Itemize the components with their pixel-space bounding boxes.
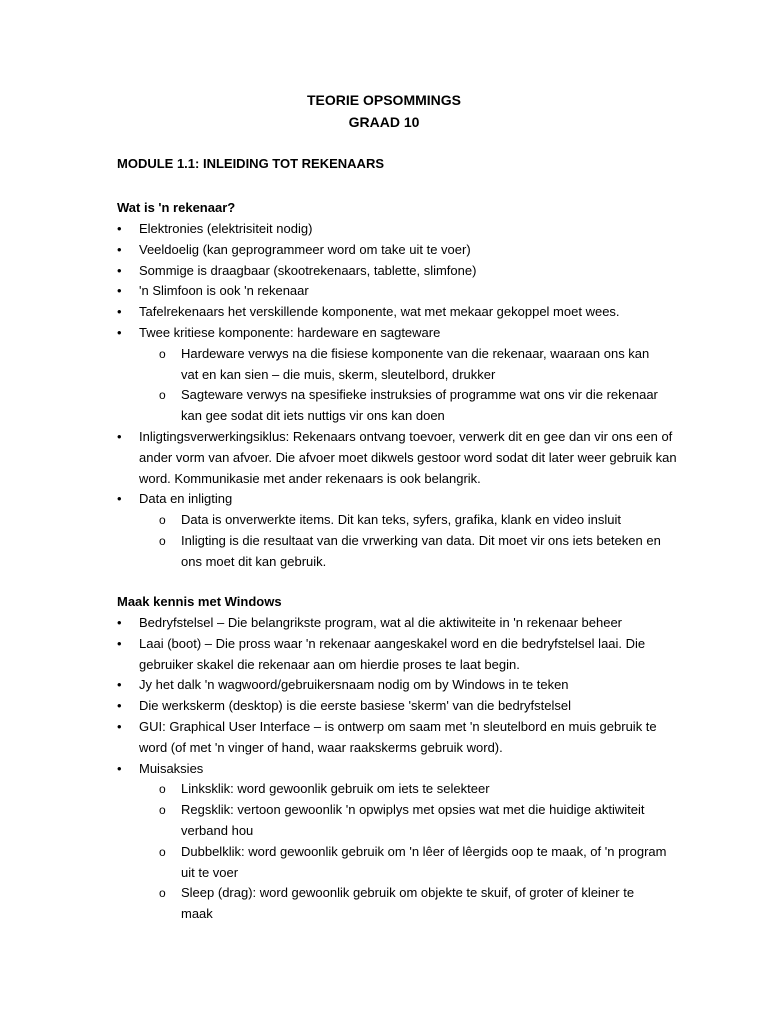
circle-bullet-icon: o <box>159 346 166 361</box>
sub-list-item <box>117 842 677 884</box>
sub-list-item <box>117 779 677 800</box>
list-item <box>117 717 677 759</box>
list-item-text: Veeldoelig (kan geprogrammeer word om take uit te voer) <box>139 241 471 257</box>
section-wat-is-n-rekenaar <box>117 198 677 573</box>
sub-list-item <box>117 385 677 427</box>
sub-list-item-text: Linksklik: word gewoonlik gebruik om iets te selekteer <box>181 781 490 797</box>
bullet-icon: • <box>117 241 122 257</box>
list-item <box>117 489 677 510</box>
bullet-icon: • <box>117 262 122 278</box>
list-item <box>117 759 677 780</box>
list-item-text: Bedryfstelsel – Die belangrikste program, wat al die aktiwiteite in 'n rekenaar beheer <box>139 615 623 630</box>
list-item <box>117 613 677 634</box>
circle-bullet-icon: o <box>159 844 166 859</box>
bullet-icon: • <box>117 428 122 444</box>
bullet-icon: • <box>117 221 122 236</box>
bullet-icon: • <box>117 324 122 340</box>
list-item <box>117 323 677 344</box>
bullet-icon: • <box>117 283 122 299</box>
list-item <box>117 240 677 261</box>
list-item-text: GUI: Graphical User Interface – is ontwerp om saam met 'n sleutelbord en muis gebruik te word (of met 'n vinger of hand, waar raakskerms gebruik word). <box>139 718 657 755</box>
list-item <box>117 634 677 676</box>
list-item <box>117 302 677 323</box>
sub-bullet-list <box>117 510 677 572</box>
bullet-icon: • <box>117 698 122 714</box>
document-subtitle: GRAAD 10 <box>348 114 420 130</box>
list-item <box>117 219 677 240</box>
list-item <box>117 261 677 282</box>
bullet-icon: • <box>117 760 122 776</box>
sub-list-item <box>117 800 677 842</box>
sub-list-item-text: Regsklik: vertoon gewoonlik 'n opwiplys met opsies wat met die huidige aktiwiteit verband hou <box>181 802 645 838</box>
section-heading: Maak kennis met Windows <box>117 594 282 609</box>
list-item <box>117 281 677 302</box>
bullet-icon: • <box>117 635 122 651</box>
sub-list-item <box>117 883 677 925</box>
list-item <box>117 427 677 489</box>
bullet-list <box>117 427 677 510</box>
section-heading: Wat is 'n rekenaar? <box>117 200 236 215</box>
sub-list-item <box>117 344 677 386</box>
sub-list-item-text: Hardeware verwys na die fisiese komponente van die rekenaar, waaraan ons kan vat en kan sien – die muis, skerm, sleutelbord, drukker <box>181 345 650 382</box>
list-item-text: Die werkskerm (desktop) is die eerste basiese 'skerm' van die bedryfstelsel <box>139 698 571 714</box>
list-item-text: Twee kritiese komponente: hardeware en sagteware <box>139 324 441 340</box>
sub-list-item <box>117 510 677 531</box>
sub-list-item-text: Dubbelklik: word gewoonlik gebruik om 'n lêer of lêergids oop te maak, of 'n program uit te voer <box>181 843 667 880</box>
circle-bullet-icon: o <box>159 533 166 548</box>
list-item-text: Tafelrekenaars het verskillende komponente, wat met mekaar gekoppel moet wees. <box>139 304 620 320</box>
document-title: TEORIE OPSOMMINGS <box>306 92 461 108</box>
bullet-list <box>117 613 677 779</box>
list-item <box>117 696 677 717</box>
list-item-text: Laai (boot) – Die pross waar 'n rekenaar aangeskakel word en die bedryfstelsel laai. Die gebruiker skakel die rekenaar aan om hierdie proses te laat begin. <box>139 635 646 672</box>
list-item <box>117 675 677 696</box>
list-item-text: Inligtingsverwerkingsiklus: Rekenaars ontvang toevoer, verwerk dit en gee dan vir ons een of ander vorm van afvoer. Die afvoer moet dikwels gestoor word sodat dit later weer gebruik kan word. Kommunikasie met ander rekenaars is ook belangrik. <box>139 428 677 486</box>
circle-bullet-icon: o <box>159 782 166 797</box>
sub-list-item-text: Sagteware verwys na spesifieke instruksies of programme wat ons vir die rekenaar kan gee sodat dit iets nuttigs vir ons kan doen <box>181 387 658 424</box>
circle-bullet-icon: o <box>159 886 166 901</box>
circle-bullet-icon: o <box>159 513 166 528</box>
bullet-icon: • <box>117 718 122 734</box>
bullet-icon: • <box>117 677 122 693</box>
bullet-list <box>117 219 677 344</box>
sub-list-item-text: Inligting is die resultaat van die vrwerking van data. Dit moet vir ons iets beteken en ons moet dit kan gebruik. <box>181 532 661 569</box>
sub-bullet-list <box>117 344 677 427</box>
sub-bullet-list <box>117 779 677 925</box>
sub-list-item <box>117 531 677 573</box>
bullet-icon: • <box>117 491 122 507</box>
list-item-text: Jy het dalk 'n wagwoord/gebruikersnaam nodig om by Windows in te teken <box>139 677 569 693</box>
list-item-text: Muisaksies <box>139 760 204 776</box>
sub-list-item-text: Data is onverwerkte items. Dit kan teks, syfers, grafika, klank en video insluit <box>181 512 622 528</box>
list-item-text: Data en inligting <box>139 491 233 507</box>
module-heading: MODULE 1.1: INLEIDING TOT REKENAARS <box>117 156 385 171</box>
circle-bullet-icon: o <box>159 388 166 403</box>
section-maak-kennis-met-windows <box>117 592 677 925</box>
bullet-icon: • <box>117 615 122 630</box>
list-item-text: Elektronies (elektrisiteit nodig) <box>139 221 313 236</box>
bullet-icon: • <box>117 304 122 320</box>
list-item-text: 'n Slimfoon is ook 'n rekenaar <box>139 283 309 299</box>
circle-bullet-icon: o <box>159 803 166 818</box>
list-item-text: Sommige is draagbaar (skootrekenaars, tablette, slimfone) <box>139 262 477 278</box>
sub-list-item-text: Sleep (drag): word gewoonlik gebruik om objekte te skuif, of groter of kleiner te maak <box>181 885 635 922</box>
